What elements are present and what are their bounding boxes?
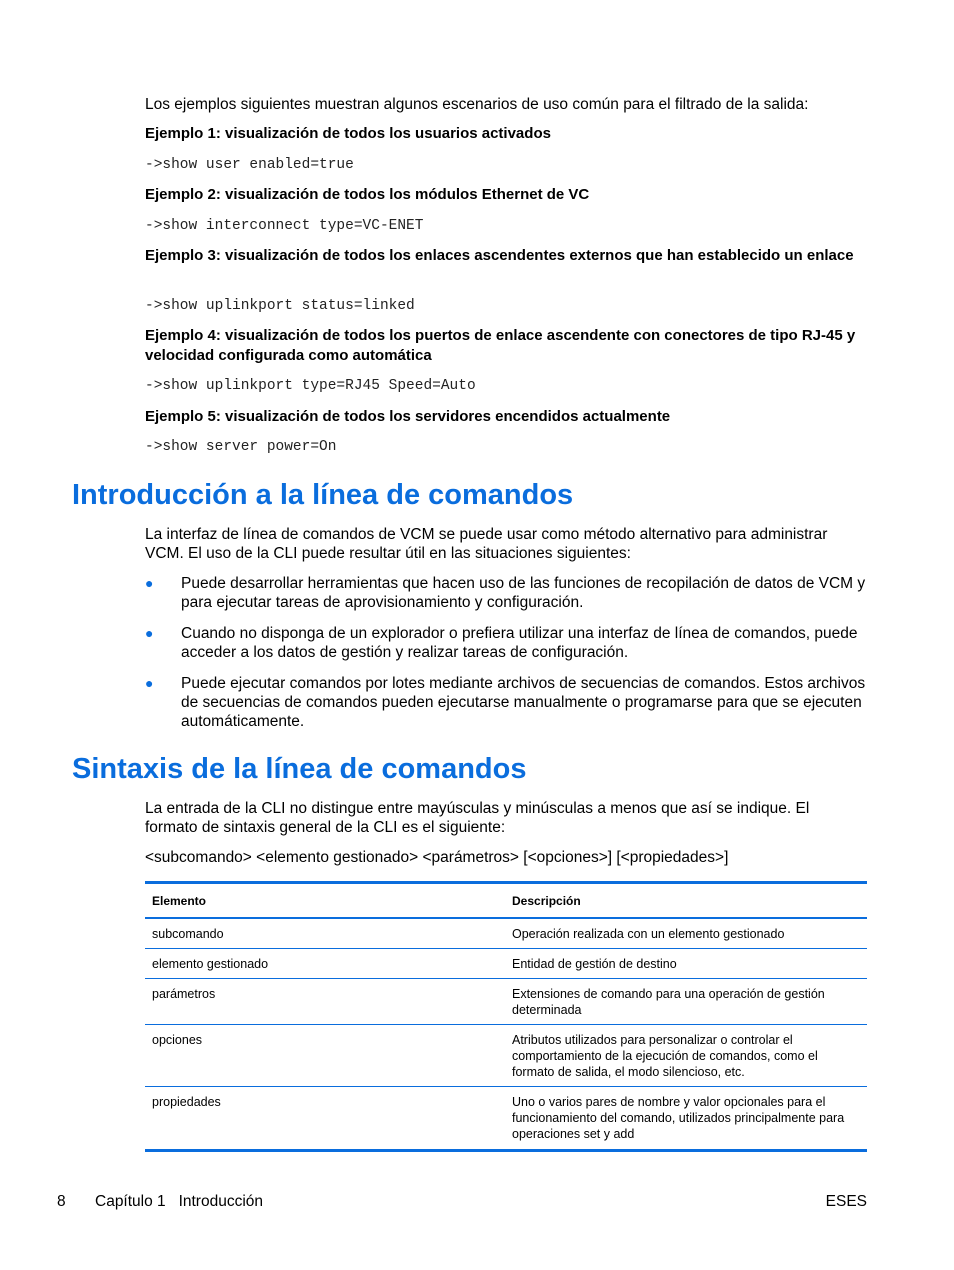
column-header-elemento: Elemento — [145, 883, 505, 919]
example-4-title: Ejemplo 4: visualización de todos los puertos de enlace ascendente con conectores de tipo RJ-45 y velocidad configurada como automática — [145, 327, 856, 364]
section1-paragraph: La interfaz de línea de comandos de VCM se puede usar como método alternativo para administrar VCM. El uso de la CLI puede resultar útil en las situaciones siguientes: — [145, 526, 828, 562]
table-row — [145, 1087, 867, 1151]
table-cell-elemento: elemento gestionado — [145, 949, 505, 979]
table-cell-elemento: subcomando — [145, 918, 505, 949]
table-cell-descripcion: Extensiones de comando para una operación de gestión determinada — [505, 979, 867, 1025]
example-1-code: ->show user enabled=true — [145, 157, 354, 173]
table-row — [145, 1025, 867, 1087]
footer-chapter: Capítulo 1 Introducción — [95, 1193, 264, 1210]
example-5-title: Ejemplo 5: visualización de todos los servidores encendidos actualmente — [145, 408, 671, 425]
table-cell-elemento: parámetros — [145, 979, 505, 1025]
table-cell-descripcion: Atributos utilizados para personalizar o controlar el comportamiento de la ejecución de comandos, como el formato de salida, el modo silencioso, etc. — [505, 1025, 867, 1087]
bullet-dot-icon: ● — [145, 625, 154, 641]
table-header-row — [145, 883, 867, 919]
cli-syntax-table — [145, 881, 867, 1152]
table-row — [145, 918, 867, 949]
section-heading-introduccion: Introducción a la línea de comandos — [72, 479, 574, 511]
table-cell-descripcion: Uno o varios pares de nombre y valor opcionales para el funcionamiento del comando, utilizados principalmente para operaciones set y add — [512, 1095, 845, 1141]
table-cell-elemento: propiedades — [152, 1095, 221, 1109]
bullet-dot-icon: ● — [145, 675, 154, 691]
table-cell-descripcion: Entidad de gestión de destino — [505, 949, 867, 979]
bullet-text: Cuando no disponga de un explorador o prefiera utilizar una interfaz de línea de comandos, puede acceder a los datos de gestión y realizar tareas de configuración. — [181, 625, 858, 661]
table-cell-elemento: opciones — [145, 1025, 505, 1087]
example-2-title: Ejemplo 2: visualización de todos los módulos Ethernet de VC — [145, 186, 590, 203]
bullet-text: Puede ejecutar comandos por lotes mediante archivos de secuencias de comandos. Estos archivos de secuencias de comandos pueden ejecutarse manualmente o programarse para que se ejecuten automáticamente. — [181, 675, 866, 730]
example-5-code: ->show server power=On — [145, 439, 337, 455]
example-4-code: ->show uplinkport type=RJ45 Speed=Auto — [145, 378, 476, 394]
footer-locale: ESES — [825, 1193, 867, 1210]
example-2-code: ->show interconnect type=VC-ENET — [145, 218, 424, 234]
column-header-descripcion: Descripción — [505, 883, 867, 919]
bullet-text: Puede desarrollar herramientas que hacen uso de las funciones de recopilación de datos de VCM y para ejecutar tareas de aprovisionamiento y configuración. — [181, 575, 866, 611]
syntax-line: <subcomando> <elemento gestionado> <parámetros> [<opciones>] [<propiedades>] — [145, 849, 729, 866]
table-row — [145, 949, 867, 979]
table-row — [145, 979, 867, 1025]
table-cell-descripcion: Operación realizada con un elemento gestionado — [505, 918, 867, 949]
section2-paragraph: La entrada de la CLI no distingue entre mayúsculas y minúsculas a menos que así se indique. El formato de sintaxis general de la CLI es el siguiente: — [145, 800, 810, 836]
example-1-title: Ejemplo 1: visualización de todos los usuarios activados — [145, 125, 551, 142]
section-heading-sintaxis: Sintaxis de la línea de comandos — [72, 753, 527, 785]
page-number: 8 — [57, 1193, 66, 1210]
intro-paragraph: Los ejemplos siguientes muestran algunos escenarios de uso común para el filtrado de la salida: — [145, 96, 809, 113]
example-3-title: Ejemplo 3: visualización de todos los enlaces ascendentes externos que han establecido un enlace — [145, 247, 854, 264]
example-3-code: ->show uplinkport status=linked — [145, 298, 415, 314]
bullet-dot-icon: ● — [145, 575, 154, 591]
